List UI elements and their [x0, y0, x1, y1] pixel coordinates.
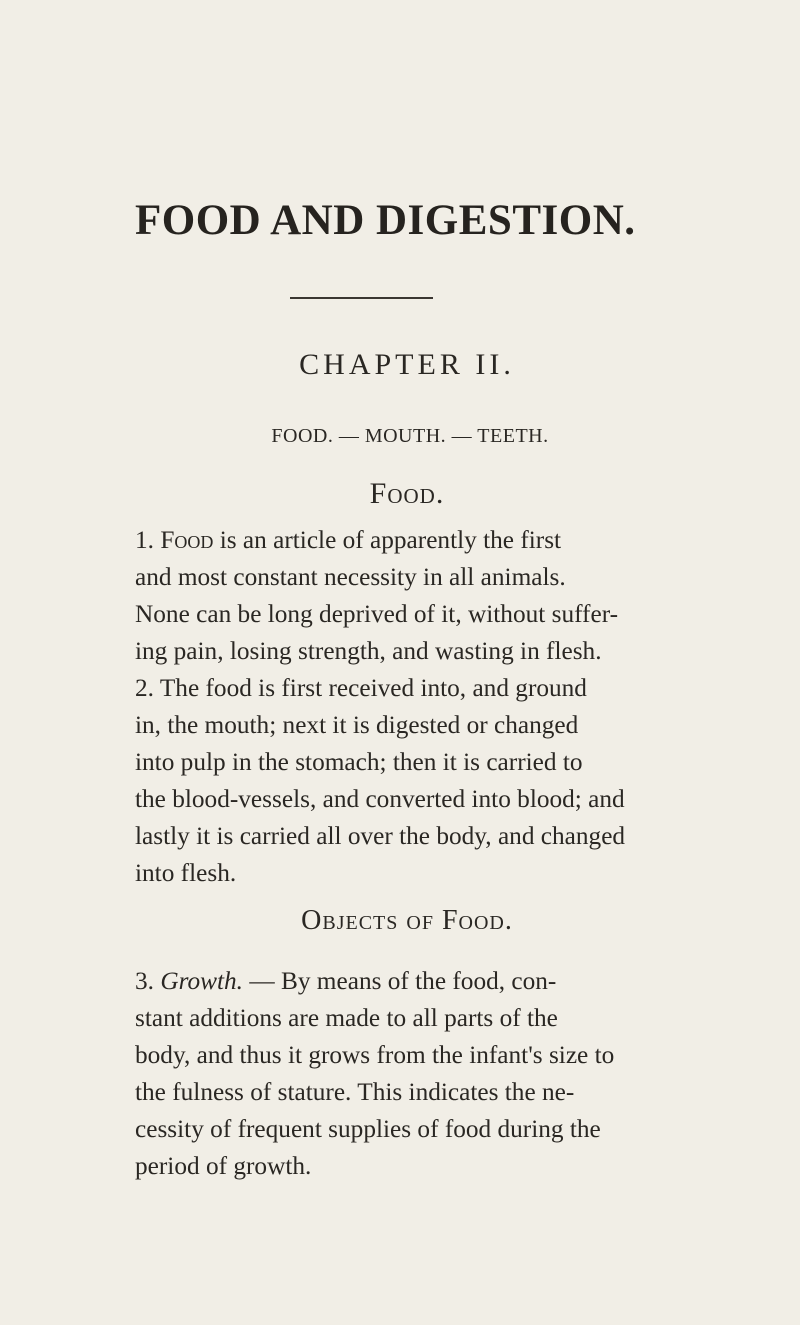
line-text: is an article of apparently the first	[213, 526, 562, 554]
paragraph-line: lastly it is carried all over the body, and changed	[135, 822, 626, 850]
paragraph-line	[135, 963, 655, 999]
lead-term: Growth.	[160, 967, 244, 995]
line-text: — By means of the food, con-	[243, 967, 557, 995]
chapter-heading: CHAPTER II.	[299, 348, 515, 381]
paragraph-line: period of growth.	[135, 1152, 312, 1180]
section-heading-food: Food.	[369, 477, 445, 510]
chapter-subtitle: FOOD. — MOUTH. — TEETH.	[271, 425, 549, 447]
paragraph-number: 3.	[135, 967, 154, 995]
paragraph-line: None can be long deprived of it, without suffer-	[135, 600, 619, 628]
paragraph-number: 1.	[135, 526, 154, 554]
paragraph-line: stant additions are made to all parts of the	[135, 1004, 558, 1032]
paragraph-line: the blood-vessels, and converted into blood; and	[135, 785, 625, 813]
book-title: FOOD AND DIGESTION.	[135, 197, 636, 244]
paragraph-line: body, and thus it grows from the infant's size to	[135, 1041, 615, 1069]
paragraph-line: cessity of frequent supplies of food during the	[135, 1115, 601, 1143]
paragraph-line: ing pain, losing strength, and wasting in flesh.	[135, 637, 602, 665]
paragraph-line: into flesh.	[135, 859, 237, 887]
title-rule	[290, 297, 433, 299]
paragraph-line: and most constant necessity in all animals.	[135, 563, 566, 591]
paragraph-line: in, the mouth; next it is digested or changed	[135, 711, 579, 739]
paragraph-line: 2. The food is first received into, and ground	[135, 674, 587, 702]
paragraph-line	[135, 522, 655, 558]
lead-term: Food	[160, 526, 214, 554]
section-heading-objects: Objects of Food.	[301, 905, 513, 936]
paragraph-line: the fulness of stature. This indicates the ne-	[135, 1078, 575, 1106]
paragraph-line: into pulp in the stomach; then it is carried to	[135, 748, 583, 776]
